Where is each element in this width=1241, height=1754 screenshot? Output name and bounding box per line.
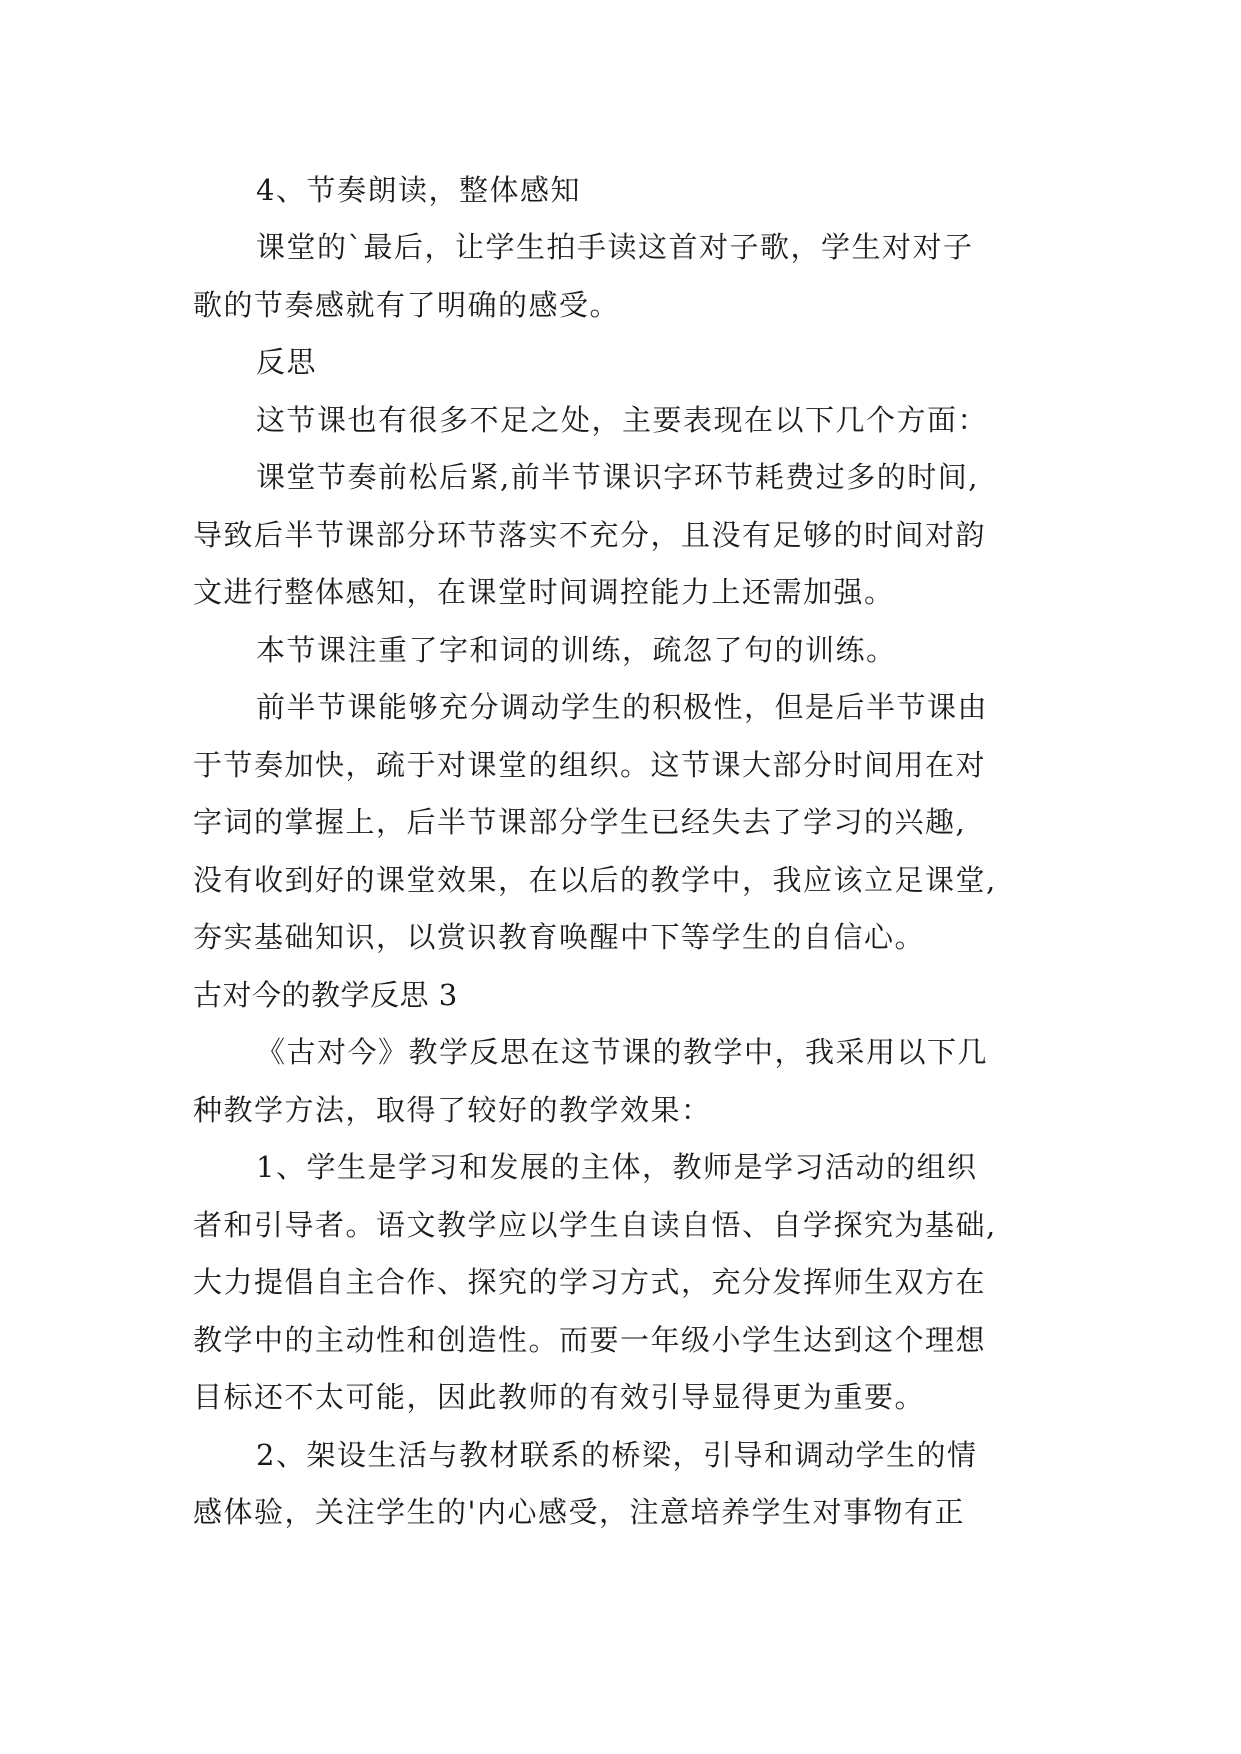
- paragraph-line: 教学中的主动性和创造性。而要一年级小学生达到这个理想: [193, 1323, 987, 1357]
- paragraph-line: 字词的掌握上，后半节课部分学生已经失去了学习的兴趣,: [193, 805, 967, 839]
- paragraph-line: 课堂的`最后，让学生拍手读这首对子歌，学生对对子: [256, 230, 974, 264]
- paragraph-line: 课堂节奏前松后紧,前半节课识字环节耗费过多的时间,: [256, 460, 979, 494]
- reflection-heading: 反思: [256, 345, 318, 379]
- section-title: 古对今的教学反思 3: [193, 978, 458, 1012]
- paragraph-line: 本节课注重了字和词的训练，疏忽了句的训练。: [256, 633, 897, 667]
- paragraph-line: 夯实基础知识，以赏识教育唤醒中下等学生的自信心。: [193, 920, 926, 954]
- paragraph-line: 前半节课能够充分调动学生的积极性，但是后半节课由: [256, 690, 989, 724]
- paragraph-line: 文进行整体感知，在课堂时间调控能力上还需加强。: [193, 575, 895, 609]
- paragraph-line: 大力提倡自主合作、探究的学习方式，充分发挥师生双方在: [193, 1265, 987, 1299]
- section-step-heading: 4、节奏朗读，整体感知: [256, 173, 581, 207]
- paragraph-line: 导致后半节课部分环节落实不充分，且没有足够的时间对韵: [193, 518, 987, 552]
- paragraph-line: 没有收到好的课堂效果，在以后的教学中，我应该立足课堂,: [193, 863, 997, 897]
- paragraph-line: 目标还不太可能，因此教师的有效引导显得更为重要。: [193, 1380, 926, 1414]
- paragraph-line: 于节奏加快，疏于对课堂的组织。这节课大部分时间用在对: [193, 748, 987, 782]
- paragraph-line: 者和引导者。语文教学应以学生自读自悟、自学探究为基础,: [193, 1208, 997, 1242]
- paragraph-line: 《古对今》教学反思在这节课的教学中，我采用以下几: [256, 1035, 989, 1069]
- paragraph-line: 感体验，关注学生的'内心感受，注意培养学生对事物有正: [193, 1495, 965, 1529]
- paragraph-line: 2、架设生活与教材联系的桥梁，引导和调动学生的情: [256, 1438, 978, 1472]
- paragraph-line: 1、学生是学习和发展的主体，教师是学习活动的组织: [256, 1150, 978, 1184]
- paragraph-line: 种教学方法，取得了较好的教学效果：: [193, 1093, 712, 1127]
- paragraph-line: 这节课也有很多不足之处，主要表现在以下几个方面：: [256, 403, 989, 437]
- paragraph-line: 歌的节奏感就有了明确的感受。: [193, 288, 621, 322]
